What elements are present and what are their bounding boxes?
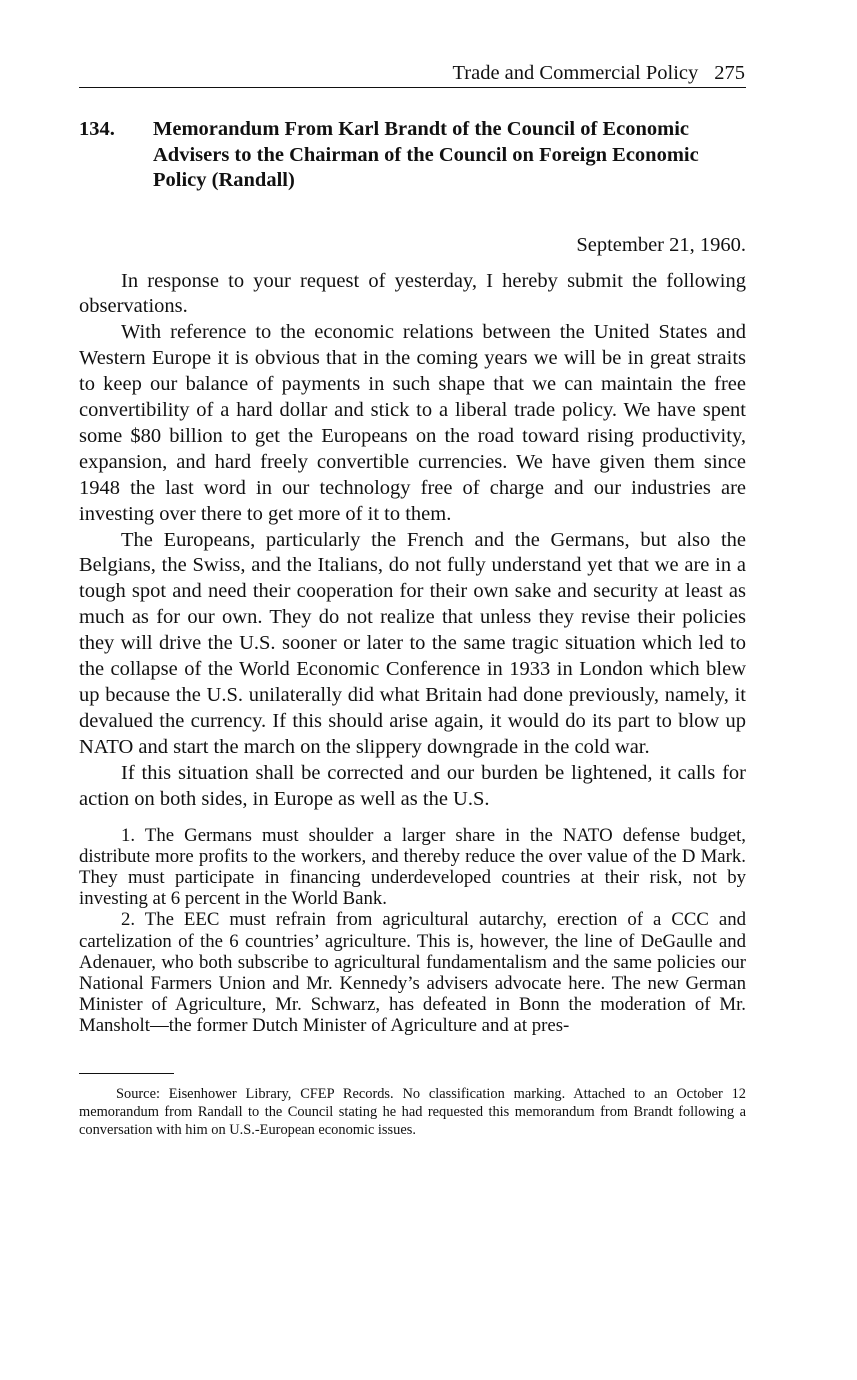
body-paragraph: In response to your request of yesterday, I hereby submit the following observations. xyxy=(79,269,746,318)
footnote-rule xyxy=(79,1073,174,1074)
dateline: September 21, 1960. xyxy=(576,233,746,256)
body-paragraph: The Europeans, particularly the French and the Germans, but also the Belgians, the Swiss, and the Italians, do not fully understand yet that we are in a tough spot and need their cooperation for their own sake and security at least as much as for our own. They do not realize that unless they revise their policies they will drive the U.S. sooner or later to the same tragic situation which led to the collapse of the World Economic Conference in 1933 in London which blew up because the U.S. unilaterally did what Britain had done previously, namely, it devalued the currency. If this should arise again, it would do its part to blow up NATO and start the march on the slippery downgrade in the cold war. xyxy=(79,528,746,758)
numbered-item: 1. The Germans must shoulder a larger share in the NATO defense budget, distribute more profits to the workers, and thereby reduce the over value of the D Mark. They must participate in financing underdeveloped countries at their risk, not by investing at 6 percent in the World Bank. xyxy=(79,824,746,910)
numbered-item: 2. The EEC must refrain from agricultural autarchy, erection of a CCC and cartelization of the 6 countries’ agriculture. This is, however, the line of DeGaulle and Adenauer, who both subscribe to agricultural fundamentalism and the same policies our National Farmers Union and Mr. Kennedy’s advisers advocate here. The new German Minister of Agriculture, Mr. Schwarz, has defeated in Bonn the moderation of Mr. Mansholt—the former Dutch Minister of Agriculture and at pres- xyxy=(79,909,746,1037)
memo-body xyxy=(79,269,746,813)
page-number: 275 xyxy=(714,62,745,84)
numbered-list xyxy=(79,825,746,1037)
document-page xyxy=(79,60,746,1139)
running-header xyxy=(79,60,746,86)
document-heading xyxy=(79,117,746,194)
body-paragraph: If this situation shall be corrected and our burden be lightened, it calls for action on both sides, in Europe as well as the U.S. xyxy=(79,761,746,810)
body-paragraph: With reference to the economic relations between the United States and Western Europe it is obvious that in the coming years we will be in great straits to keep our balance of payments in such shape that we can maintain the free convertibility of a hard dollar and stick to a liberal trade policy. We have spent some $80 billion to get the Europeans on the road toward rising productivity, expansion, and hard freely convertible currencies. We have given them since 1948 the last word in our technology free of charge and our industries are investing over there to get more of it to them. xyxy=(79,321,746,525)
header-rule xyxy=(79,87,746,88)
document-title: Memorandum From Karl Brandt of the Council of Economic Advisers to the Chairman of the Council on Foreign Economic Policy (Randall) xyxy=(153,118,699,191)
source-footnote: Source: Eisenhower Library, CFEP Records. No classification marking. Attached to an October 12 memorandum from Randall to the Council stating he had requested this memorandum from Brandt following a conversation with him on U.S.-European economic issues. xyxy=(79,1085,746,1138)
document-number: 134. xyxy=(79,118,115,140)
running-title: Trade and Commercial Policy xyxy=(452,62,699,84)
